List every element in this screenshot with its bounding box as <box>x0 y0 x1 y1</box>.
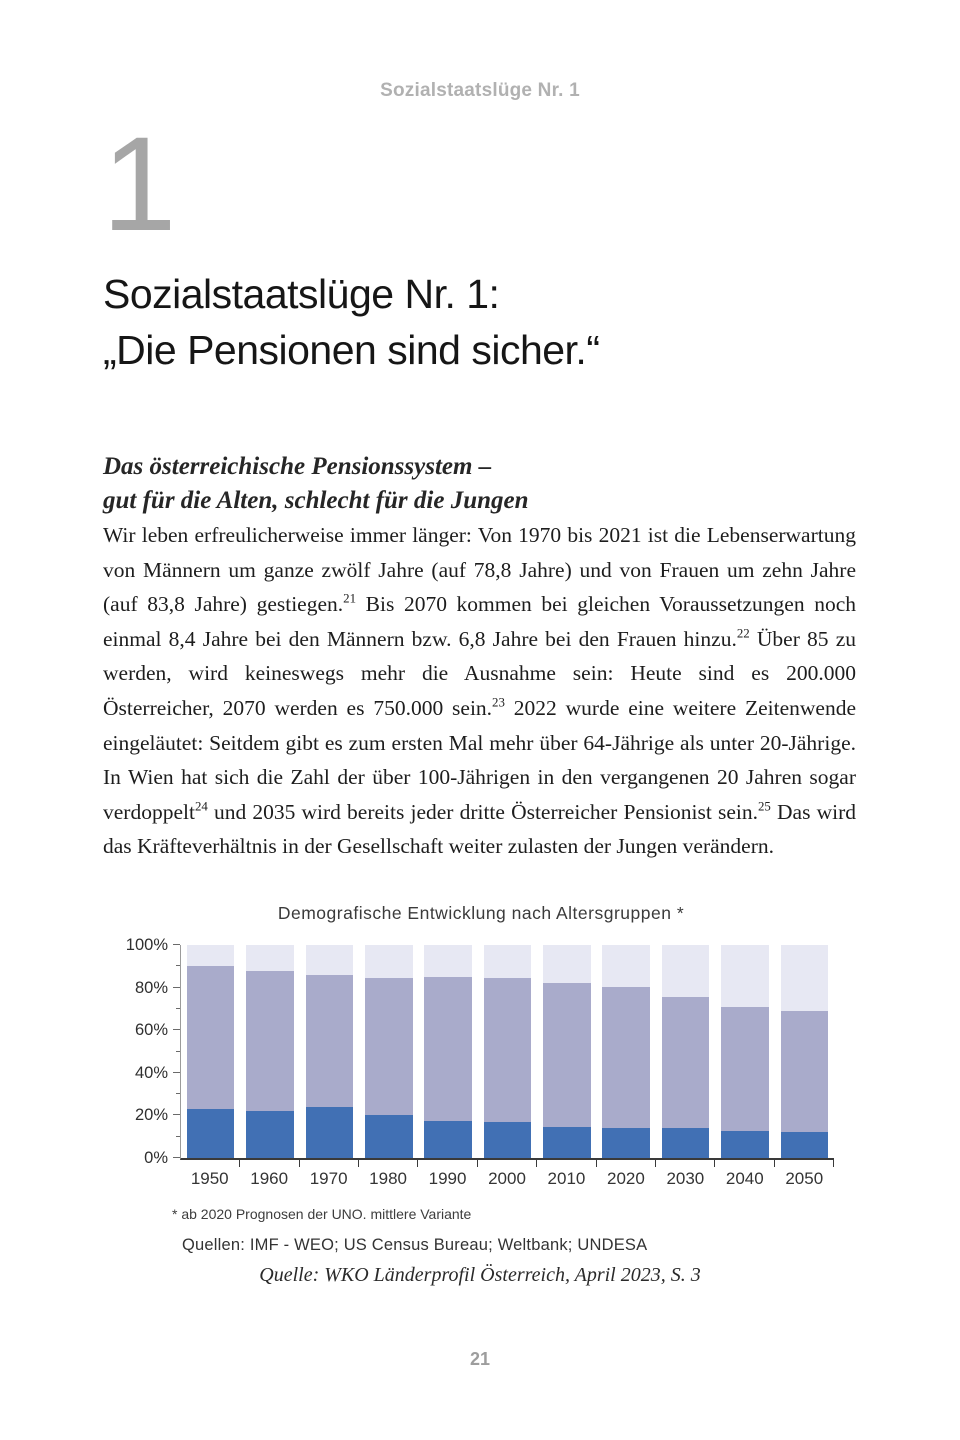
x-axis-tick <box>477 1160 478 1167</box>
stacked-bar <box>306 945 353 1158</box>
x-axis-tick <box>239 1160 240 1167</box>
bar-segment-middle <box>484 978 531 1122</box>
bar-2010 <box>537 945 596 1158</box>
y-axis-label: 80% <box>134 978 168 997</box>
section-subtitle-line-2: gut für die Alten, schlecht für die Jungen <box>103 487 529 514</box>
y-axis-tick <box>173 1072 180 1073</box>
bar-1950 <box>181 945 240 1158</box>
bar-segment-top <box>662 945 709 997</box>
y-axis-label: 60% <box>134 1021 168 1040</box>
bar-1990 <box>418 945 477 1158</box>
x-axis-tick <box>655 1160 656 1167</box>
footnote-marker: 21 <box>343 591 357 606</box>
bar-1960 <box>240 945 299 1158</box>
bar-segment-bottom <box>543 1127 590 1158</box>
bar-1970 <box>300 945 359 1158</box>
footnote-marker: 25 <box>757 799 771 814</box>
footnote-marker: 23 <box>492 695 505 710</box>
bar-segment-middle <box>246 971 293 1112</box>
bar-segment-bottom <box>662 1128 709 1158</box>
y-axis-tick <box>173 1114 180 1115</box>
x-axis-label: 2030 <box>666 1169 705 1188</box>
bar-segment-middle <box>543 983 590 1127</box>
page-title-line-2: „Die Pensionen sind sicher.“ <box>103 327 600 373</box>
page-title-line-1: Sozialstaatslüge Nr. 1: <box>103 271 500 317</box>
y-axis-tick <box>173 987 180 988</box>
chart-title: Demografische Entwicklung nach Altersgruppen * <box>277 903 685 923</box>
bar-segment-top <box>306 945 353 975</box>
x-axis-label: 2050 <box>785 1169 824 1188</box>
bar-segment-top <box>602 945 649 987</box>
demographics-chart <box>125 903 834 1255</box>
x-axis-label: 2010 <box>547 1169 586 1188</box>
bar-2050 <box>775 945 834 1158</box>
bar-segment-top <box>187 945 234 966</box>
y-axis-label: 40% <box>134 1063 168 1082</box>
bar-segment-middle <box>602 987 649 1129</box>
bar-2030 <box>656 945 715 1158</box>
x-axis-tick <box>358 1160 359 1167</box>
bar-segment-middle <box>781 1011 828 1132</box>
plot-area <box>180 945 834 1160</box>
bar-1980 <box>359 945 418 1158</box>
bar-2020 <box>597 945 656 1158</box>
stacked-bar <box>365 945 412 1158</box>
bar-segment-bottom <box>365 1115 412 1158</box>
x-axis-label: 1980 <box>369 1169 407 1188</box>
running-head: Sozialstaatslüge Nr. 1 <box>380 80 580 101</box>
bar-segment-bottom <box>306 1107 353 1158</box>
bar-segment-middle <box>365 978 412 1115</box>
x-axis-tick <box>714 1160 715 1167</box>
stacked-bar <box>424 945 471 1158</box>
footnote-marker: 24 <box>194 799 208 814</box>
bar-segment-top <box>721 945 768 1007</box>
chart-footnote: * ab 2020 Prognosen der UNO. mittlere Variante <box>172 1206 472 1222</box>
stacked-bar <box>484 945 531 1158</box>
bar-segment-middle <box>424 977 471 1121</box>
bar-segment-bottom <box>484 1122 531 1158</box>
chart-sources: Quellen: IMF - WEO; US Census Bureau; Weltbank; UNDESA <box>182 1236 648 1254</box>
x-axis-label: 1950 <box>190 1169 229 1188</box>
x-axis-tick <box>299 1160 300 1167</box>
y-axis <box>125 936 180 1167</box>
page-title <box>103 266 599 378</box>
x-axis-tick <box>774 1160 775 1167</box>
y-axis-tick <box>173 1029 180 1030</box>
bar-segment-middle <box>187 966 234 1109</box>
bar-segment-bottom <box>721 1131 768 1158</box>
section-subtitle <box>103 450 529 518</box>
footnote-marker: 22 <box>736 626 750 641</box>
y-axis-label: 20% <box>134 1106 168 1125</box>
page-number: 21 <box>469 1349 491 1369</box>
bar-2040 <box>715 945 774 1158</box>
x-axis-label: 2040 <box>725 1169 764 1188</box>
bar-segment-middle <box>662 997 709 1128</box>
x-axis-label: 1990 <box>428 1169 467 1188</box>
x-axis-label: 1960 <box>250 1169 289 1188</box>
x-axis-tick <box>536 1160 537 1167</box>
bar-segment-middle <box>306 975 353 1107</box>
y-axis-tick <box>173 1157 180 1158</box>
x-axis-label: 2020 <box>606 1169 645 1188</box>
x-axis-tick <box>596 1160 597 1167</box>
x-axis-label: 1970 <box>309 1169 348 1188</box>
stacked-bar <box>602 945 649 1158</box>
bar-segment-top <box>781 945 828 1011</box>
bar-segment-middle <box>721 1007 768 1132</box>
source-caption: Quelle: WKO Länderprofil Österreich, April 2023, S. 3 <box>259 1264 701 1286</box>
y-axis-label: 100% <box>125 936 168 954</box>
bar-segment-bottom <box>246 1111 293 1158</box>
x-axis-label: 2000 <box>488 1169 526 1188</box>
bar-segment-bottom <box>602 1128 649 1158</box>
chart-plot-wrap <box>125 936 834 1167</box>
y-axis-label: 0% <box>144 1149 168 1167</box>
bar-2000 <box>478 945 537 1158</box>
bar-segment-top <box>424 945 471 977</box>
y-axis-tick <box>173 944 180 945</box>
bar-segment-top <box>246 945 293 971</box>
section-subtitle-line-1: Das österreichische Pensionssystem – <box>103 453 492 480</box>
stacked-bar <box>187 945 234 1158</box>
stacked-bar <box>246 945 293 1158</box>
bar-segment-top <box>543 945 590 983</box>
bar-segment-top <box>484 945 531 978</box>
bar-segment-bottom <box>187 1109 234 1158</box>
x-axis-tick <box>833 1160 834 1167</box>
stacked-bar <box>662 945 709 1158</box>
stacked-bar <box>721 945 768 1158</box>
bar-segment-bottom <box>424 1121 471 1158</box>
body-paragraph: Wir leben erfreulicherweise immer länger: Von 1970 bis 2021 ist die Lebenserwartung von Männern um ganze zwölf Jahre (auf 78,8 Jahre) und von Frauen um zehn Jahre (auf 83,8 Jahre) gestiegen.$^{21}$ Bis 2070 kommen bei gleichen Voraussetzungen noch einmal 8,4 Jahre bei den Männern bzw. 6,8 Jahre bei den Frauen hinzu.$^{22}$ Über 85 zu werden, wird keineswegs mehr die Ausnahme sein: Heute sind es 200.000 Österreicher, 2070 werden es 750.000 sein.$^{23}$ 2022 wurde eine weitere Zeitenwende eingeläutet: Seitdem gibt es zum ersten Mal mehr über 64-Jährige als unter 20-Jährige. In Wien hat sich die Zahl der über 100-Jährigen in den vergangenen 20 Jahren sogar verdoppelt$^{24}$ und 2035 wird bereits jeder dritte Österreicher Pensionist sein.$^{25}$ Das wird das Kräfteverhältnis in der Gesellschaft weiter zulasten der Jungen verändern. <box>103 523 856 859</box>
x-axis-tick <box>417 1160 418 1167</box>
bar-segment-top <box>365 945 412 978</box>
stacked-bar <box>543 945 590 1158</box>
stacked-bar <box>781 945 828 1158</box>
bar-segment-bottom <box>781 1132 828 1158</box>
x-axis-labels <box>180 1169 834 1189</box>
chapter-number: 1 <box>102 110 177 259</box>
